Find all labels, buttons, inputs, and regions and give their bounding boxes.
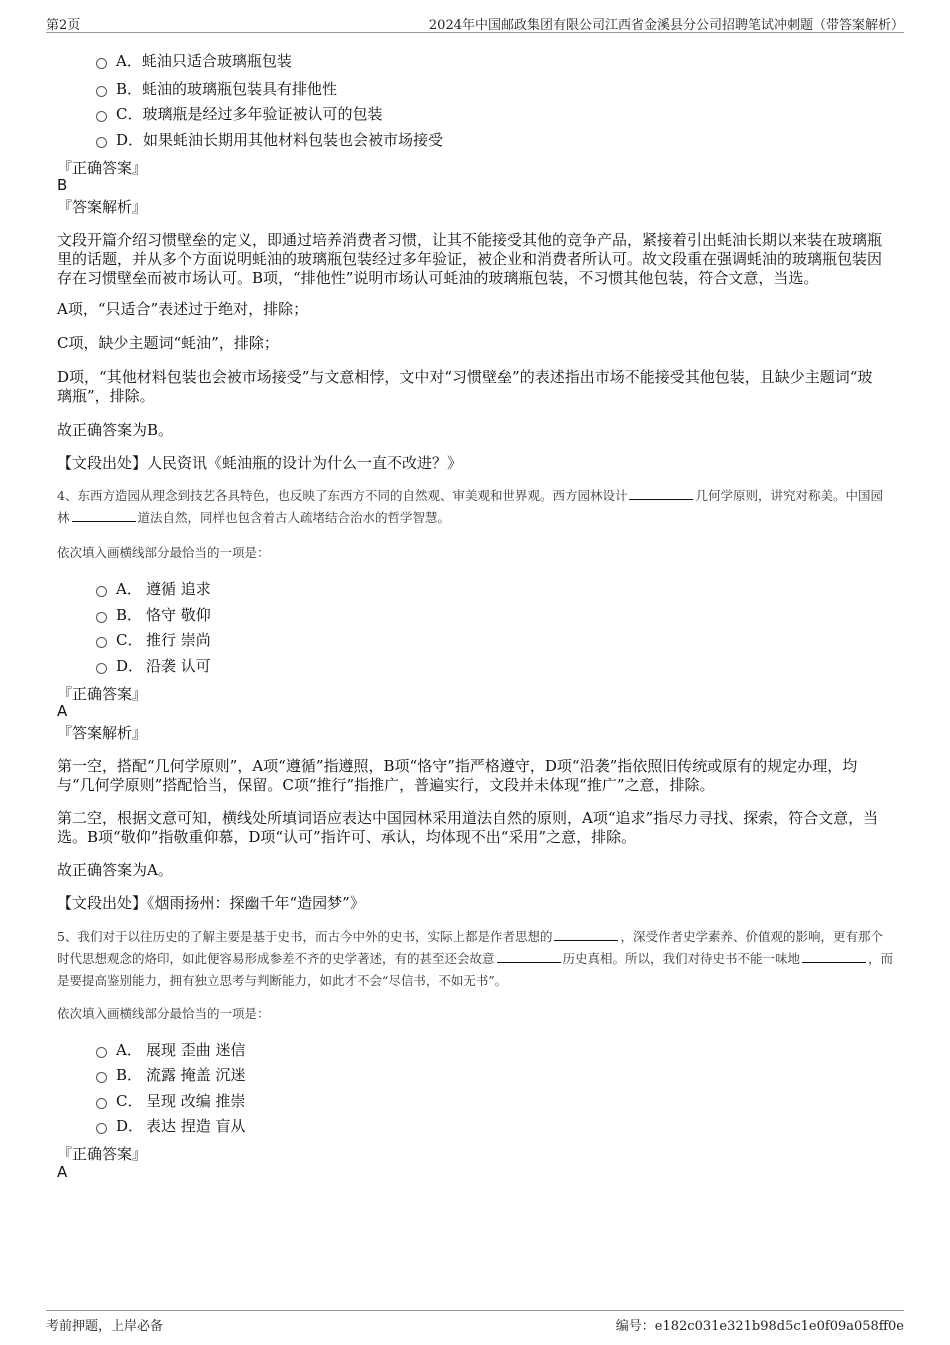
q3-answer-label: 『正确答案』 [57, 159, 148, 177]
fill-blank [629, 487, 693, 500]
q5-stem: 5、我们对于以往历史的了解主要是基于史书，而古今中外的史书，实际上都是作者思想的 ，深受作者史学素养、价值观的影响，更有那个时代思想观念的烙印，如此便容易形成参差不齐的史学著述，有的甚至还会故意 历史真相。所以，我们对待史书不能一味地 ，而是要提高鉴别能力，拥有独立思考与判断能力，如此才不会“尽信书，不如无书”。 [57, 929, 894, 988]
q5-option-d[interactable]: D． 表达 捏造 盲从 [96, 1115, 246, 1136]
q3-option-c[interactable]: C．玻璃瓶是经过多年验证被认可的包装 [96, 103, 383, 124]
q3-analysis-paragraph: C项，缺少主题词“蚝油”，排除； [57, 334, 279, 352]
q4-analysis-paragraph: 第一空，搭配“几何学原则”，A项“遵循”指遵照，B项“恪守”指严格遵守，D项“沿袭”指依照旧传统或原有的规定办理，均与“几何学原则”搭配恰当，保留。C项“推行”指推广，普遍实行，文段并未体现“推广”之意，排除。 [57, 757, 858, 794]
q3-analysis-paragraph: 文段开篇介绍习惯壁垒的定义，即通过培养消费者习惯，让其不能接受其他的竞争产品，紧接着引出蚝油长期以来装在玻璃瓶里的话题，并从多个方面说明蚝油的玻璃瓶包装经过多年验证，被企业和消费者所认可。故文段重在强调蚝油的玻璃瓶包装因存在习惯壁垒而被市场认可。B项，“排他性”说明市场认可蚝油的玻璃瓶包装，不习惯其他包装，符合文意，当选。 [57, 231, 883, 287]
q4-option-c[interactable]: C． 推行 崇尚 [96, 629, 211, 650]
fill-blank [802, 950, 866, 963]
q4-analysis-paragraph: 第二空，根据文意可知，横线处所填词语应表达中国园林采用道法自然的原则，A项“追求”指尽力寻找、探索，符合文意，当选。B项“敬仰”指敬重仰慕，D项“认可”指许可、承认，均体现不出“采用”之意，排除。 [57, 809, 879, 846]
q3-option-b[interactable]: B．蚝油的玻璃瓶包装具有排他性 [96, 78, 337, 99]
radio-icon [96, 86, 107, 97]
q3-analysis-paragraph: A项，“只适合”表述过于绝对，排除； [57, 300, 309, 318]
q4-analysis-label: 『答案解析』 [57, 724, 148, 742]
q5-answer-label: 『正确答案』 [57, 1145, 148, 1163]
q3-analysis-paragraph: D项，“其他材料包装也会被市场接受”与文意相悖，文中对“习惯壁垒”的表述指出市场不能接受其他包装，且缺少主题词“玻璃瓶”，排除。 [57, 368, 873, 405]
q4-answer: A [57, 702, 68, 720]
fill-blank [554, 928, 618, 941]
radio-icon [96, 612, 107, 623]
radio-icon [96, 1072, 107, 1083]
fill-blank [72, 509, 136, 522]
q3-source: 【文段出处】人民资讯《蚝油瓶的设计为什么一直不改进？》 [57, 454, 463, 472]
q5-prompt: 依次填入画横线部分最恰当的一项是： [57, 1006, 270, 1021]
radio-icon [96, 1123, 107, 1134]
q3-analysis-paragraph: 故正确答案为B。 [57, 421, 174, 439]
page-header [46, 14, 904, 33]
radio-icon [96, 1098, 107, 1109]
document-id: 编号：e182c031e321b98d5c1e0f09a058ff0e [615, 1319, 904, 1334]
q5-answer: A [57, 1163, 68, 1181]
q4-source: 【文段出处】《烟雨扬州：探幽千年“造园梦”》 [57, 894, 365, 912]
q3-answer: B [57, 176, 68, 194]
q3-option-d[interactable]: D．如果蚝油长期用其他材料包装也会被市场接受 [96, 129, 443, 150]
radio-icon [96, 111, 107, 122]
q3-analysis-label: 『答案解析』 [57, 198, 148, 216]
fill-blank [497, 950, 561, 963]
radio-icon [96, 137, 107, 148]
q4-stem: 4、东西方造园从理念到技艺各具特色，也反映了东西方不同的自然观、审美观和世界观。西方园林设计 几何学原则，讲究对称美。中国园林 道法自然，同样也包含着古人疏堵结合治水的哲学智慧。 [57, 488, 883, 525]
radio-icon [96, 58, 107, 69]
q5-option-a[interactable]: A． 展现 歪曲 迷信 [96, 1039, 246, 1060]
q4-option-b[interactable]: B． 恪守 敬仰 [96, 604, 211, 625]
radio-icon [96, 1047, 107, 1058]
q4-analysis-paragraph: 故正确答案为A。 [57, 861, 173, 879]
radio-icon [96, 663, 107, 674]
q4-option-d[interactable]: D． 沿袭 认可 [96, 655, 211, 676]
q4-option-a[interactable]: A． 遵循 追求 [96, 578, 211, 599]
q5-option-c[interactable]: C． 呈现 改编 推崇 [96, 1090, 246, 1111]
document-title: 2024年中国邮政集团有限公司江西省金溪县分公司招聘笔试冲刺题（带答案解析） [428, 18, 904, 33]
q5-option-b[interactable]: B． 流露 掩盖 沉迷 [96, 1064, 246, 1085]
page-footer [46, 1310, 904, 1333]
q4-answer-label: 『正确答案』 [57, 685, 148, 703]
footer-slogan: 考前押题，上岸必备 [46, 1319, 164, 1334]
q3-option-a[interactable]: A．蚝油只适合玻璃瓶包装 [96, 50, 292, 71]
radio-icon [96, 637, 107, 648]
q4-prompt: 依次填入画横线部分最恰当的一项是： [57, 545, 270, 560]
page-number: 第2页 [46, 18, 81, 33]
radio-icon [96, 586, 107, 597]
